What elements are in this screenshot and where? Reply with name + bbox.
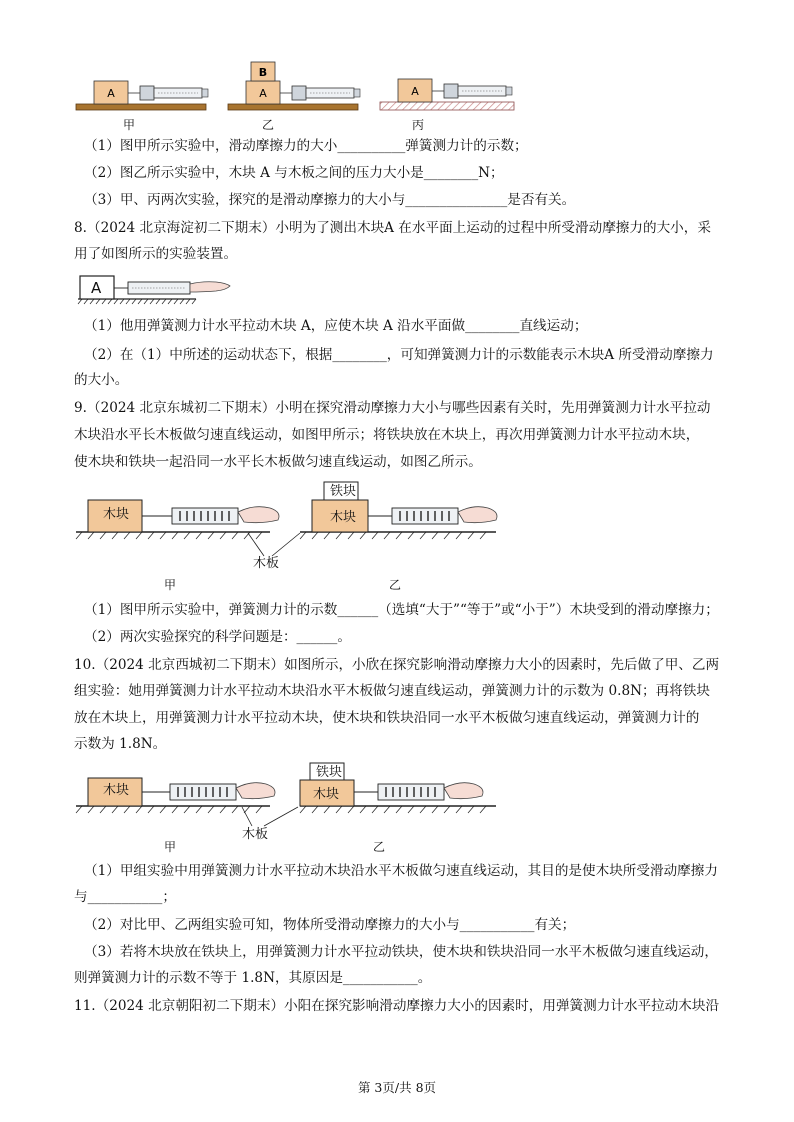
q9-wood-label-jia: 木块 [103, 507, 130, 522]
page-footer: 第 3页/共 8页 [357, 1080, 437, 1095]
q10-part2: （2）对比甲、乙两组实验可知，物体所受滑动摩擦力的大小与___________有关； [84, 917, 576, 933]
q10-spring-scale-jia [170, 784, 236, 800]
q9-hand-icon-jia [238, 507, 279, 523]
q9-caption-yi: 乙 [389, 578, 402, 592]
q8-part2-line1: （2）在（1）中所述的运动状态下，根据________，可知弹簧测力计的示数能表示木块A 所受滑动摩擦力 [84, 347, 714, 363]
q8-block-label: A [91, 279, 102, 297]
board-yi [228, 104, 358, 110]
q9-stem-line3: 使木块和铁块一起沿同一水平长木板做匀速直线运动，如图乙所示。 [74, 454, 482, 470]
q9-stem-line1: 9.（2024 北京东城初二下期末）小明在探究滑动摩擦力大小与哪些因素有关时，先用弹簧测力计水平拉动 [74, 400, 711, 416]
q9-figure [72, 480, 512, 590]
q10-wood-label-jia: 木块 [103, 783, 130, 798]
q9-part1: （1）图甲所示实验中，弹簧测力计的示数______（选填“大于”“等于”或“小于”）木块受到的滑动摩擦力； [84, 602, 719, 618]
q11-stem-line1: 11.（2024 北京朝阳初二下期末）小阳在探究影响滑动摩擦力大小的因素时，用弹簧测力计水平拉动木块沿 [74, 998, 720, 1014]
q10-wood-label-yi: 木块 [313, 787, 340, 802]
svg-text:A: A [259, 87, 267, 100]
q10-hand-icon-yi [444, 783, 483, 799]
q8-stem-line2: 用了如图所示的实验装置。 [74, 246, 238, 262]
q10-part3-line2: 则弹簧测力计的示数不等于 1.8N，其原因是___________。 [74, 970, 432, 986]
q10-iron-label: 铁块 [316, 765, 343, 780]
caption-bing: 丙 [412, 118, 425, 132]
q7-part3: （3）甲、丙两次实验，探究的是滑动摩擦力的大小与_______________是否有关。 [84, 192, 576, 208]
rough-board-bing [380, 102, 514, 110]
friction-setup-figure-q7 [72, 58, 532, 126]
q7-part2: （2）图乙所示实验中，木块 A 与木板之间的压力大小是________N； [84, 165, 504, 181]
q9-wood-label-yi: 木块 [330, 510, 357, 525]
q10-part3-line1: （3）若将木块放在铁块上，用弹簧测力计水平拉动铁块，使木块和铁块沿同一水平木板做匀速直线运动， [84, 944, 718, 960]
q10-figure [72, 760, 512, 856]
q10-stem-line4: 示数为 1.8N。 [74, 736, 167, 752]
svg-text:B: B [258, 66, 268, 79]
q8-part2-line2: 的大小。 [74, 372, 129, 388]
q7-part1: （1）图甲所示实验中，滑动摩擦力的大小__________弹簧测力计的示数； [84, 138, 528, 154]
caption-yi: 乙 [262, 118, 275, 132]
q8-stem-line1: 8.（2024 北京海淀初二下期末）小明为了测出木块A 在水平面上运动的过程中所受滑动摩擦力的大小，采 [74, 220, 711, 236]
q10-spring-scale-yi [378, 784, 444, 800]
block-a-jia-label: A [107, 87, 115, 100]
svg-text:A: A [411, 85, 419, 98]
q10-part1-line2: 与___________； [74, 889, 176, 905]
q10-caption-jia: 甲 [164, 840, 177, 854]
q10-stem-line2: 组实验：她用弹簧测力计水平拉动木块沿水平木板做匀速直线运动，弹簧测力计的示数为 0.8N；再将铁块 [74, 683, 710, 699]
friction-setup-svg [72, 58, 532, 126]
q9-spring-scale-jia [172, 508, 238, 524]
caption-jia: 甲 [123, 118, 136, 132]
q9-part2: （2）两次实验探究的科学问题是：______。 [84, 629, 351, 645]
q9-caption-jia: 甲 [164, 578, 177, 592]
q9-board-label: 木板 [253, 556, 280, 571]
q8-hand-icon [190, 282, 230, 292]
q8-part1: （1）他用弹簧测力计水平拉动木块 A，应使木块 A 沿水平面做________直线运动； [84, 318, 588, 334]
board-jia [76, 104, 206, 110]
q9-spring-scale-yi [392, 508, 458, 524]
q10-caption-yi: 乙 [373, 840, 386, 854]
q9-stem-line2: 木块沿水平长木板做匀速直线运动，如图甲所示；将铁块放在木块上，再次用弹簧测力计水平拉动木块， [74, 427, 700, 443]
q10-stem-line3: 放在木块上，用弹簧测力计水平拉动木块，使木块和铁块沿同一水平木板做匀速直线运动，弹簧测力计的 [74, 710, 700, 726]
q10-part1-line1: （1）甲组实验中用弹簧测力计水平拉动木块沿水平木板做匀速直线运动，其目的是使木块所受滑动摩擦力 [84, 863, 718, 879]
q10-hand-icon-jia [236, 783, 275, 799]
q10-board-label: 木板 [242, 827, 269, 842]
q10-stem-line1: 10.（2024 北京西城初二下期末）如图所示，小欣在探究影响滑动摩擦力大小的因素时，先后做了甲、乙两 [74, 657, 720, 673]
q9-iron-label: 铁块 [330, 484, 357, 499]
q9-hand-icon-yi [458, 507, 497, 523]
